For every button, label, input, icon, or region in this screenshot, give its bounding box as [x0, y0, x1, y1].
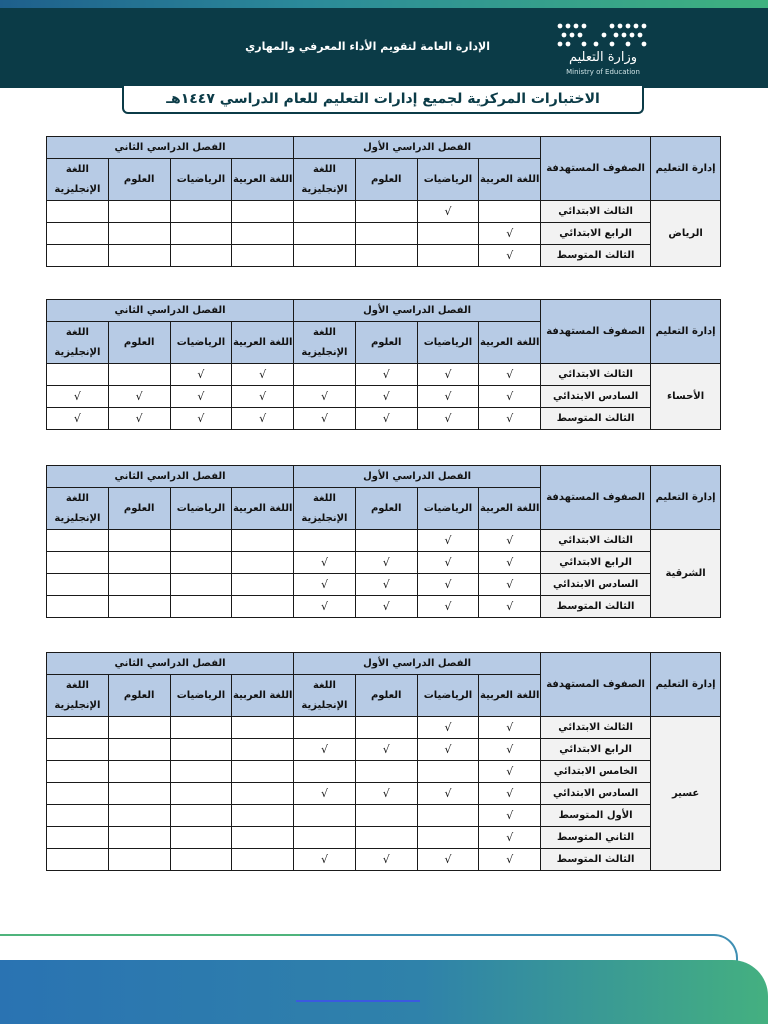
empty-cell — [47, 574, 109, 596]
empty-cell — [294, 717, 356, 739]
empty-cell — [417, 805, 479, 827]
grade-label: السادس الابتدائي — [541, 574, 651, 596]
directorate-name: الشرقية — [651, 530, 721, 618]
check-mark-cell: √ — [479, 223, 541, 245]
check-mark-cell: √ — [355, 364, 417, 386]
check-mark-cell: √ — [479, 574, 541, 596]
empty-cell — [294, 223, 356, 245]
table-row — [47, 783, 721, 805]
empty-cell — [417, 827, 479, 849]
directorate-header: إدارة التعليم — [651, 300, 721, 364]
empty-cell — [294, 530, 356, 552]
empty-cell — [108, 739, 170, 761]
empty-cell — [47, 827, 109, 849]
empty-cell — [47, 223, 109, 245]
check-mark-cell: √ — [479, 717, 541, 739]
check-mark-cell: √ — [479, 739, 541, 761]
subject-header: اللغة الإنجليزية — [47, 675, 109, 717]
grade-label: الثالث المتوسط — [541, 596, 651, 618]
check-mark-cell: √ — [108, 408, 170, 430]
empty-cell — [47, 201, 109, 223]
empty-cell — [417, 223, 479, 245]
empty-cell — [108, 223, 170, 245]
empty-cell — [108, 596, 170, 618]
empty-cell — [232, 805, 294, 827]
subject-header: اللغة العربية — [479, 322, 541, 364]
empty-cell — [232, 783, 294, 805]
empty-cell — [170, 805, 232, 827]
grade-label: الخامس الابتدائي — [541, 761, 651, 783]
empty-cell — [355, 717, 417, 739]
term2-header: الفصل الدراسي الثاني — [47, 300, 294, 322]
empty-cell — [232, 223, 294, 245]
empty-cell — [47, 849, 109, 871]
check-mark-cell: √ — [47, 408, 109, 430]
grade-label: السادس الابتدائي — [541, 783, 651, 805]
empty-cell — [232, 761, 294, 783]
empty-cell — [47, 761, 109, 783]
grade-label: الثاني المتوسط — [541, 827, 651, 849]
page-title-box — [122, 86, 644, 114]
empty-cell — [170, 761, 232, 783]
empty-cell — [108, 827, 170, 849]
check-mark-cell: √ — [417, 386, 479, 408]
grades-header: الصفوف المستهدفة — [541, 466, 651, 530]
check-mark-cell: √ — [108, 386, 170, 408]
check-mark-cell: √ — [355, 739, 417, 761]
subject-header: العلوم — [355, 159, 417, 201]
check-mark-cell: √ — [355, 849, 417, 871]
directorate-header: إدارة التعليم — [651, 653, 721, 717]
check-mark-cell: √ — [417, 530, 479, 552]
empty-cell — [294, 761, 356, 783]
empty-cell — [108, 574, 170, 596]
subject-header: اللغة الإنجليزية — [294, 675, 356, 717]
subject-header: العلوم — [355, 322, 417, 364]
subject-header: اللغة الإنجليزية — [294, 159, 356, 201]
empty-cell — [47, 739, 109, 761]
check-mark-cell: √ — [417, 574, 479, 596]
empty-cell — [417, 761, 479, 783]
check-mark-cell: √ — [355, 408, 417, 430]
check-mark-cell: √ — [294, 783, 356, 805]
subject-header: العلوم — [108, 675, 170, 717]
grade-label: الثالث المتوسط — [541, 849, 651, 871]
empty-cell — [108, 552, 170, 574]
empty-cell — [170, 596, 232, 618]
subject-header: اللغة الإنجليزية — [47, 159, 109, 201]
grade-label: الأول المتوسط — [541, 805, 651, 827]
empty-cell — [108, 849, 170, 871]
directorate-name: عسير — [651, 717, 721, 871]
empty-cell — [232, 739, 294, 761]
top-accent-strip — [0, 0, 768, 8]
empty-cell — [108, 201, 170, 223]
table-row — [47, 805, 721, 827]
check-mark-cell: √ — [417, 849, 479, 871]
empty-cell — [47, 596, 109, 618]
directorate-table — [46, 136, 720, 267]
check-mark-cell: √ — [479, 245, 541, 267]
check-mark-cell: √ — [355, 783, 417, 805]
empty-cell — [47, 530, 109, 552]
check-mark-cell: √ — [294, 552, 356, 574]
footer-link-underline[interactable] — [296, 1000, 420, 1002]
empty-cell — [170, 530, 232, 552]
subject-header: الرياضيات — [170, 488, 232, 530]
check-mark-cell: √ — [294, 596, 356, 618]
check-mark-cell: √ — [47, 386, 109, 408]
grade-label: الثالث الابتدائي — [541, 364, 651, 386]
empty-cell — [232, 827, 294, 849]
subject-header: اللغة العربية — [232, 159, 294, 201]
footer-divider-accent — [0, 934, 300, 936]
subject-header: اللغة العربية — [232, 322, 294, 364]
grade-label: الرابع الابتدائي — [541, 739, 651, 761]
check-mark-cell: √ — [479, 408, 541, 430]
empty-cell — [47, 364, 109, 386]
check-mark-cell: √ — [294, 386, 356, 408]
grade-label: الثالث المتوسط — [541, 408, 651, 430]
check-mark-cell: √ — [479, 783, 541, 805]
check-mark-cell: √ — [479, 761, 541, 783]
grade-label: الرابع الابتدائي — [541, 552, 651, 574]
grade-label: الثالث الابتدائي — [541, 530, 651, 552]
subject-header: الرياضيات — [417, 675, 479, 717]
subject-header: اللغة العربية — [479, 159, 541, 201]
grades-header: الصفوف المستهدفة — [541, 137, 651, 201]
check-mark-cell: √ — [170, 364, 232, 386]
empty-cell — [170, 717, 232, 739]
check-mark-cell: √ — [232, 408, 294, 430]
empty-cell — [232, 530, 294, 552]
check-mark-cell: √ — [417, 783, 479, 805]
check-mark-cell: √ — [355, 552, 417, 574]
check-mark-cell: √ — [479, 386, 541, 408]
empty-cell — [108, 761, 170, 783]
directorate-table — [46, 299, 720, 430]
directorate-name: الرياض — [651, 201, 721, 267]
subject-header: الرياضيات — [417, 488, 479, 530]
empty-cell — [232, 717, 294, 739]
empty-cell — [108, 717, 170, 739]
check-mark-cell: √ — [294, 408, 356, 430]
table-row — [47, 530, 721, 552]
empty-cell — [108, 530, 170, 552]
table-row — [47, 552, 721, 574]
check-mark-cell: √ — [479, 849, 541, 871]
empty-cell — [170, 574, 232, 596]
subject-header: العلوم — [108, 488, 170, 530]
table-row — [47, 574, 721, 596]
empty-cell — [47, 552, 109, 574]
term1-header: الفصل الدراسي الأول — [294, 300, 541, 322]
subject-header: اللغة العربية — [479, 488, 541, 530]
empty-cell — [108, 245, 170, 267]
directorate-header: إدارة التعليم — [651, 466, 721, 530]
table-row — [47, 717, 721, 739]
table-row — [47, 739, 721, 761]
empty-cell — [479, 201, 541, 223]
table-row — [47, 364, 721, 386]
check-mark-cell: √ — [479, 596, 541, 618]
check-mark-cell: √ — [479, 805, 541, 827]
empty-cell — [232, 596, 294, 618]
empty-cell — [170, 245, 232, 267]
table-row — [47, 761, 721, 783]
term2-header: الفصل الدراسي الثاني — [47, 466, 294, 488]
check-mark-cell: √ — [170, 386, 232, 408]
empty-cell — [232, 201, 294, 223]
empty-cell — [170, 739, 232, 761]
empty-cell — [294, 245, 356, 267]
check-mark-cell: √ — [294, 849, 356, 871]
empty-cell — [47, 717, 109, 739]
term1-header: الفصل الدراسي الأول — [294, 653, 541, 675]
subject-header: العلوم — [355, 488, 417, 530]
empty-cell — [355, 761, 417, 783]
table-row — [47, 849, 721, 871]
empty-cell — [108, 364, 170, 386]
subject-header: اللغة العربية — [479, 675, 541, 717]
grade-label: الثالث المتوسط — [541, 245, 651, 267]
check-mark-cell: √ — [232, 364, 294, 386]
empty-cell — [170, 849, 232, 871]
subject-header: العلوم — [355, 675, 417, 717]
check-mark-cell: √ — [294, 574, 356, 596]
empty-cell — [170, 552, 232, 574]
table-row — [47, 201, 721, 223]
term2-header: الفصل الدراسي الثاني — [47, 137, 294, 159]
table-row — [47, 596, 721, 618]
subject-header: العلوم — [108, 159, 170, 201]
empty-cell — [232, 245, 294, 267]
empty-cell — [294, 827, 356, 849]
table-row — [47, 408, 721, 430]
check-mark-cell: √ — [417, 201, 479, 223]
subject-header: اللغة الإنجليزية — [294, 322, 356, 364]
check-mark-cell: √ — [479, 364, 541, 386]
page-footer — [0, 960, 768, 1024]
check-mark-cell: √ — [417, 364, 479, 386]
check-mark-cell: √ — [479, 827, 541, 849]
table-row — [47, 245, 721, 267]
empty-cell — [232, 552, 294, 574]
check-mark-cell: √ — [232, 386, 294, 408]
subject-header: الرياضيات — [170, 675, 232, 717]
check-mark-cell: √ — [417, 596, 479, 618]
subject-header: اللغة العربية — [232, 675, 294, 717]
grade-label: السادس الابتدائي — [541, 386, 651, 408]
subject-header: الرياضيات — [417, 322, 479, 364]
subject-header: الرياضيات — [170, 159, 232, 201]
term1-header: الفصل الدراسي الأول — [294, 137, 541, 159]
page-header — [0, 8, 768, 88]
directorate-name: الأحساء — [651, 364, 721, 430]
empty-cell — [47, 245, 109, 267]
empty-cell — [47, 805, 109, 827]
empty-cell — [294, 805, 356, 827]
check-mark-cell: √ — [417, 717, 479, 739]
empty-cell — [232, 574, 294, 596]
subject-header: الرياضيات — [417, 159, 479, 201]
empty-cell — [232, 849, 294, 871]
subject-header: العلوم — [108, 322, 170, 364]
table-row — [47, 223, 721, 245]
table-row — [47, 827, 721, 849]
check-mark-cell: √ — [417, 552, 479, 574]
empty-cell — [355, 530, 417, 552]
grades-header: الصفوف المستهدفة — [541, 653, 651, 717]
empty-cell — [417, 245, 479, 267]
check-mark-cell: √ — [355, 386, 417, 408]
footer-divider — [0, 934, 738, 962]
subject-header: اللغة الإنجليزية — [47, 488, 109, 530]
header-subtitle: الإدارة العامة لتقويم الأداء المعرفي والمهاري — [245, 40, 490, 53]
directorate-table — [46, 652, 720, 871]
empty-cell — [355, 805, 417, 827]
empty-cell — [108, 783, 170, 805]
grade-label: الثالث الابتدائي — [541, 201, 651, 223]
check-mark-cell: √ — [294, 739, 356, 761]
check-mark-cell: √ — [417, 408, 479, 430]
empty-cell — [170, 201, 232, 223]
logo-arabic-text: وزارة التعليم — [568, 50, 638, 65]
subject-header: اللغة الإنجليزية — [294, 488, 356, 530]
subject-header: اللغة العربية — [232, 488, 294, 530]
term1-header: الفصل الدراسي الأول — [294, 466, 541, 488]
grade-label: الرابع الابتدائي — [541, 223, 651, 245]
ministry-logo — [548, 22, 658, 86]
check-mark-cell: √ — [479, 552, 541, 574]
empty-cell — [355, 201, 417, 223]
check-mark-cell: √ — [170, 408, 232, 430]
grade-label: الثالث الابتدائي — [541, 717, 651, 739]
empty-cell — [355, 245, 417, 267]
directorate-header: إدارة التعليم — [651, 137, 721, 201]
check-mark-cell: √ — [355, 574, 417, 596]
empty-cell — [355, 827, 417, 849]
empty-cell — [47, 783, 109, 805]
term2-header: الفصل الدراسي الثاني — [47, 653, 294, 675]
subject-header: الرياضيات — [170, 322, 232, 364]
empty-cell — [355, 223, 417, 245]
check-mark-cell: √ — [479, 530, 541, 552]
empty-cell — [294, 364, 356, 386]
empty-cell — [170, 223, 232, 245]
table-row — [47, 386, 721, 408]
check-mark-cell: √ — [417, 739, 479, 761]
logo-dots-icon — [556, 22, 648, 48]
subject-header: اللغة الإنجليزية — [47, 322, 109, 364]
directorate-table — [46, 465, 720, 618]
logo-english-text: Ministry of Education — [566, 68, 640, 76]
empty-cell — [108, 805, 170, 827]
empty-cell — [170, 827, 232, 849]
empty-cell — [294, 201, 356, 223]
empty-cell — [170, 783, 232, 805]
page-title: الاختبارات المركزية لجميع إدارات التعليم للعام الدراسي ١٤٤٧هـ — [166, 91, 600, 107]
check-mark-cell: √ — [355, 596, 417, 618]
grades-header: الصفوف المستهدفة — [541, 300, 651, 364]
